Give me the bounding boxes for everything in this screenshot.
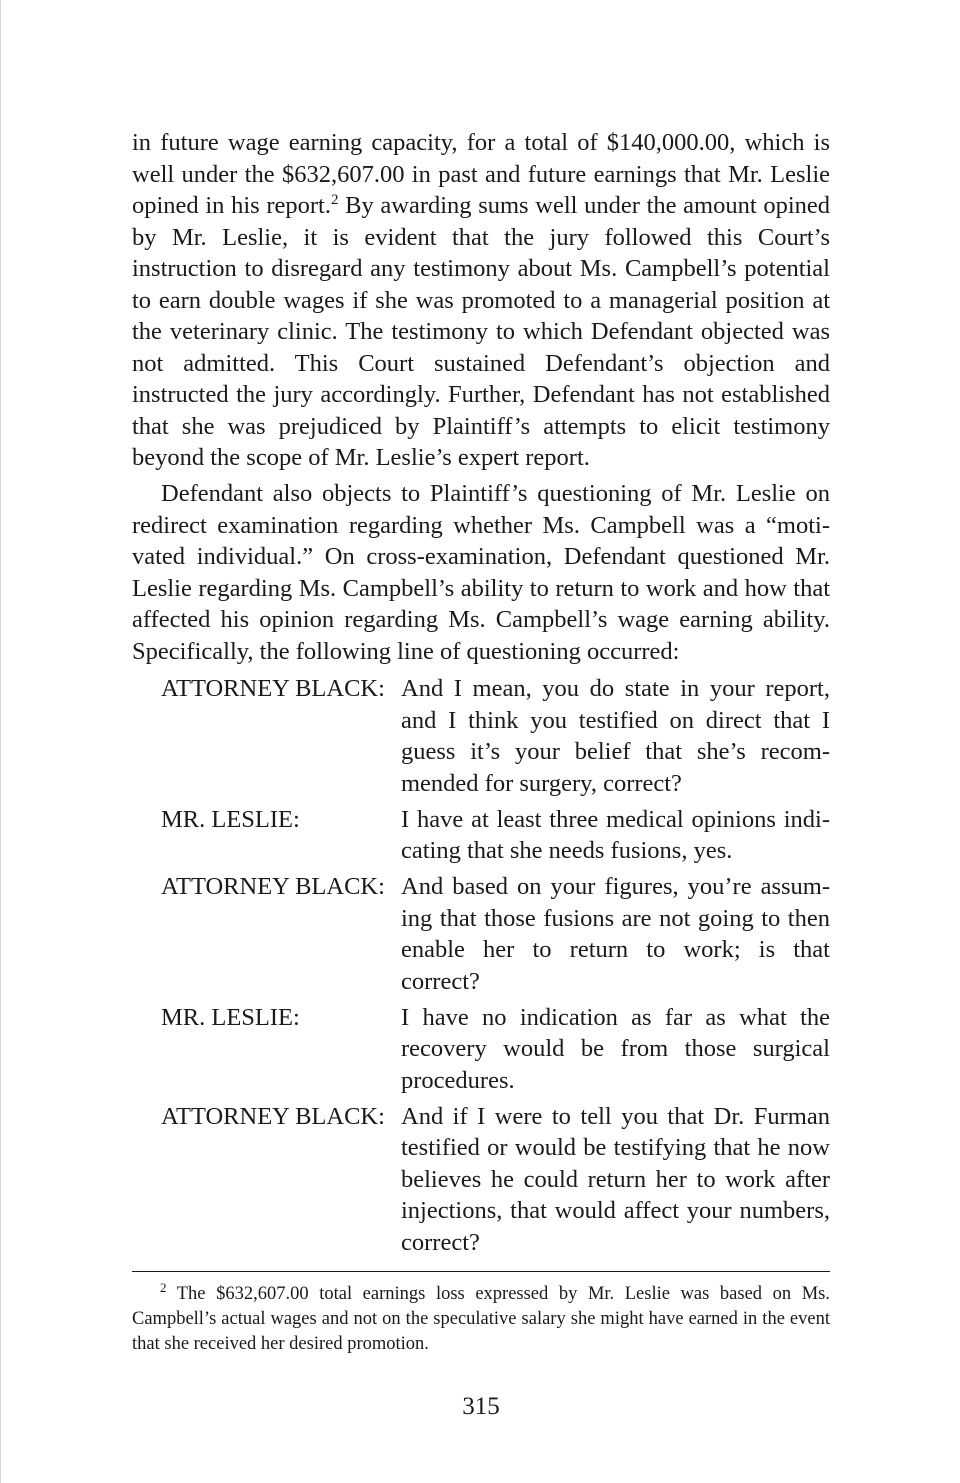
- paragraph-1: [132, 127, 830, 474]
- footnote-text: The $632,607.00 total earnings loss expressed by Mr. Leslie was based on Ms. Campbell’s actual wages and not on the speculative salary she might have earned in the event that she received her desired promotion.: [132, 1284, 830, 1354]
- speaker-label: ATTORNEY BLACK:: [161, 1102, 385, 1130]
- transcript-exchange: [161, 1002, 830, 1097]
- speaker-statement: And if I were to tell you that Dr. Furman testified or would be testifying that he now believes he could return her to work after injections, that would affect your numbers, correct?: [401, 1102, 830, 1256]
- testimony-transcript: [161, 673, 830, 1263]
- speaker-statement: I have no indication as far as what the recovery would be from those surgical procedures.: [401, 1003, 830, 1094]
- speaker-label: MR. LESLIE:: [161, 1003, 300, 1031]
- transcript-exchange: [161, 804, 830, 867]
- speaker-statement: And I mean, you do state in your report, and I think you testified on direct that I guess it’s your belief that she’s recommended for surgery, correct?: [401, 675, 830, 797]
- transcript-exchange: [161, 673, 830, 799]
- paragraph-1-continued: By awarding sums well under the amount opined by Mr. Leslie, it is evident that the jury followed this Court’s instruction to disregard any testimony about Ms. Campbell’s potential to earn double wages if she was promoted to a managerial position at the veterinary clinic. The testimony to which Defendant objected was not admitted. This Court sustained Defendant’s objection and instructed the jury accordingly. Further, Defendant has not established that she was prejudiced by Plaintiff’s attempts to elicit testimony beyond the scope of Mr. Leslie’s expert report.: [132, 192, 830, 471]
- paragraph-2: Defendant also objects to Plaintiff’s questioning of Mr. Leslie on redirect examination regarding whether Ms. Campbell was a “motivated individual.” On cross-examination, Defendant questioned Mr. Leslie regarding Ms. Campbell’s ability to return to work and how that affected his opinion regarding Ms. Campbell’s wage earning ability. Specifically, the following line of questioning occurred:: [132, 480, 830, 665]
- transcript-exchange: [161, 1101, 830, 1259]
- footnote-number: 2: [160, 1280, 167, 1295]
- footnote-divider: [132, 1271, 830, 1272]
- transcript-exchange: [161, 871, 830, 997]
- speaker-label: ATTORNEY BLACK:: [161, 675, 385, 702]
- speaker-statement: I have at least three medical opinions indicating that she needs fusions, yes.: [401, 805, 830, 864]
- paragraph-1-text: in future wage earning capacity, for a total of $140,000.00, which is well under the $632,607.00 in past and future earnings that Mr. Leslie opined in his report.: [132, 129, 830, 219]
- page-number: 315: [462, 1393, 500, 1420]
- speaker-label: MR. LESLIE:: [161, 805, 300, 833]
- footnote: [132, 1282, 830, 1357]
- footnote-reference: 2: [330, 192, 339, 208]
- speaker-label: ATTORNEY BLACK:: [161, 873, 385, 900]
- speaker-statement: And based on your figures, you’re assuming that those fusions are not going to then enable her to return to work; is that correct?: [401, 873, 830, 995]
